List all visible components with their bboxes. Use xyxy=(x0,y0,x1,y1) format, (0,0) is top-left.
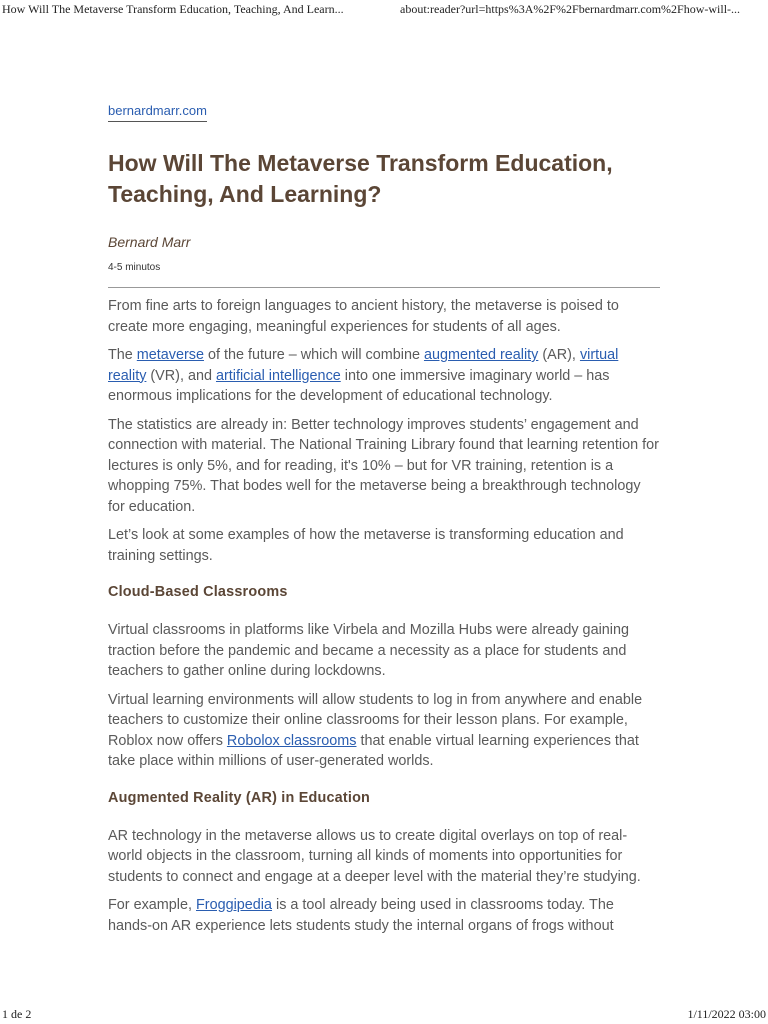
heading-cloud-classrooms: Cloud-Based Classrooms xyxy=(108,584,288,600)
link-metaverse[interactable]: metaverse xyxy=(136,347,204,363)
article-author: Bernard Marr xyxy=(108,234,191,250)
text-span: of the future – which will combine xyxy=(203,347,424,363)
link-virtual-reality[interactable]: virtual reality xyxy=(108,347,619,384)
print-datetime: 1/11/2022 03:00 xyxy=(687,1007,766,1021)
paragraph-ar-technology: AR technology in the metaverse allows us to create digital overlays on top of real-world objects in the classroom, turning all kinds of moments into opportunities for students to connect and engage at a deeper level with the material they’re studying. xyxy=(108,827,641,885)
link-artificial-intelligence[interactable]: artificial intelligence xyxy=(215,367,341,384)
article-body xyxy=(108,296,660,936)
paragraph-examples-intro: Let’s look at some examples of how the metaverse is transforming education and training settings. xyxy=(108,527,624,564)
reader-article xyxy=(108,102,660,944)
link-roblox-classrooms[interactable]: Robolox classrooms xyxy=(226,732,357,749)
heading-ar-education: Augmented Reality (AR) in Education xyxy=(108,789,371,806)
article-title: How Will The Metaverse Transform Education, Teaching, And Learning? xyxy=(108,150,613,207)
page-number: 1 de 2 xyxy=(2,1007,32,1021)
text-span: is a tool already being used in classrooms today. The hands-on AR experience lets students study the internal organs of frogs without xyxy=(108,897,614,934)
print-header xyxy=(0,0,768,20)
reading-time: 4-5 minutos xyxy=(108,262,161,273)
print-header-url: about:reader?url=https%3A%2F%2Fbernardmarr.com%2Fhow-will-... xyxy=(400,2,741,16)
print-header-title: How Will The Metaverse Transform Education, Teaching, And Learn... xyxy=(2,2,344,16)
source-domain-link[interactable]: bernardmarr.com xyxy=(108,103,207,122)
text-span: Virtual learning environments will allow students to log in from anywhere and enable teachers to customize their online classrooms for their lesson plans. For example, Roblox now offers xyxy=(108,691,643,749)
header-divider xyxy=(108,287,660,288)
text-span: (AR), xyxy=(538,347,580,363)
text-span: (VR), and xyxy=(146,367,216,384)
link-froggipedia[interactable]: Froggipedia xyxy=(195,897,272,913)
paragraph-statistics: The statistics are already in: Better technology improves students’ engagement and connection with material. The National Training Library found that learning retention for lectures is only 5%, and for reading, it's 10% – but for VR training, retention is a whopping 75%. That bodes well for the metaverse being a breakthrough technology for education. xyxy=(108,416,659,515)
text-span: that enable virtual learning experiences that take place within millions of user-generated worlds. xyxy=(108,732,639,769)
paragraph-virtual-classrooms: Virtual classrooms in platforms like Virbela and Mozilla Hubs were already gaining traction before the pandemic and became a necessity as a place for students and teachers to gather online during lockdowns. xyxy=(108,622,629,679)
paragraph-froggipedia xyxy=(108,895,660,936)
paragraph-virtual-learning xyxy=(108,690,660,772)
text-span: into one immersive imaginary world – has enormous implications for the development of educational technology. xyxy=(108,367,610,404)
text-span: For example, xyxy=(108,897,196,913)
link-augmented-reality[interactable]: augmented reality xyxy=(423,347,539,363)
paragraph-intro: From fine arts to foreign languages to ancient history, the metaverse is poised to create more engaging, meaningful experiences for students of all ages. xyxy=(108,298,619,335)
text-span: The xyxy=(108,347,137,363)
paragraph-metaverse xyxy=(108,345,660,407)
print-footer xyxy=(0,1004,768,1024)
